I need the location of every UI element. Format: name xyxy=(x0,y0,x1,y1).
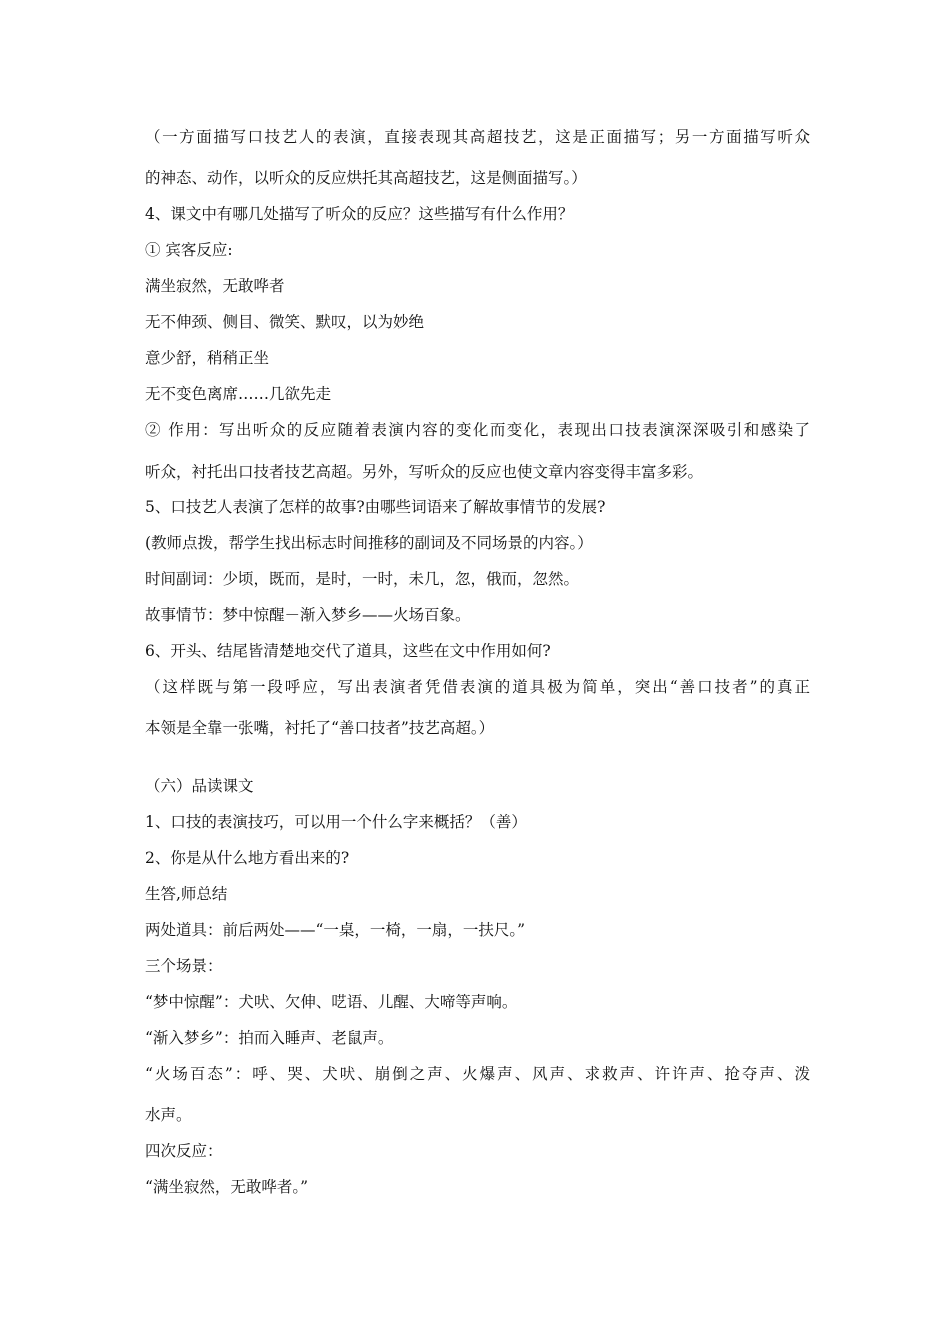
paragraph-line: ② 作用：写出听众的反应随着表演内容的变化而变化，表现出口技表演深深吸引和感染了 xyxy=(145,421,810,439)
paragraph-line: 两处道具：前后两处——“一桌，一椅，一扇，一扶尺。” xyxy=(145,921,526,939)
paragraph-line: 四次反应： xyxy=(145,1142,223,1160)
question-line: 4、课文中有哪几处描写了听众的反应？这些描写有什么作用？ xyxy=(145,205,574,223)
paragraph-line: 生答,师总结 xyxy=(145,885,228,903)
paragraph-line: 本领是全靠一张嘴，衬托了“善口技者”技艺高超。） xyxy=(145,719,495,737)
list-heading: ① 宾客反应: xyxy=(145,241,233,259)
quote-line: 无不变色离席……几欲先走 xyxy=(145,385,332,403)
paragraph-line: “梦中惊醒”：犬吠、欠伸、呓语、儿醒、大啼等声响。 xyxy=(145,993,518,1011)
question-line: 2、你是从什么地方看出来的? xyxy=(145,849,350,867)
question-line: 6、开头、结尾皆清楚地交代了道具，这些在文中作用如何? xyxy=(145,642,551,660)
paragraph-line: “火场百态”：呼、哭、犬吠、崩倒之声、火爆声、风声、求救声、许许声、抢夺声、泼 xyxy=(145,1065,810,1083)
paragraph-line: 三个场景： xyxy=(145,957,223,975)
question-line: 1、口技的表演技巧，可以用一个什么字来概括？（善） xyxy=(145,813,527,831)
paragraph-line: 水声。 xyxy=(145,1106,192,1124)
paragraph-line: （这样既与第一段呼应，写出表演者凭借表演的道具极为简单，突出“善口技者”的真正 xyxy=(145,678,810,696)
paragraph-line: (教师点拨，帮学生找出标志时间推移的副词及不同场景的内容。） xyxy=(145,534,593,552)
paragraph-line: 的神态、动作，以听众的反应烘托其高超技艺，这是侧面描写。） xyxy=(145,169,587,187)
paragraph-line: 时间副词：少顷，既而，是时，一时，未几，忽，俄而，忽然。 xyxy=(145,570,580,588)
section-heading: （六）品读课文 xyxy=(145,777,254,795)
paragraph-line: 故事情节：梦中惊醒－渐入梦乡——火场百象。 xyxy=(145,606,471,624)
quote-line: “满坐寂然，无敢哗者。” xyxy=(145,1178,309,1196)
quote-line: 满坐寂然，无敢哗者 xyxy=(145,277,285,295)
paragraph-line: “渐入梦乡”：拍而入睡声、老鼠声。 xyxy=(145,1029,394,1047)
paragraph-line: （一方面描写口技艺人的表演，直接表现其高超技艺，这是正面描写；另一方面描写听众 xyxy=(145,128,810,146)
quote-line: 无不伸颈、侧目、微笑、默叹，以为妙绝 xyxy=(145,313,425,331)
paragraph-line: 听众，衬托出口技者技艺高超。另外，写听众的反应也使文章内容变得丰富多彩。 xyxy=(145,463,704,481)
quote-line: 意少舒，稍稍正坐 xyxy=(145,349,270,367)
question-line: 5、口技艺人表演了怎样的故事?由哪些词语来了解故事情节的发展? xyxy=(145,498,606,516)
